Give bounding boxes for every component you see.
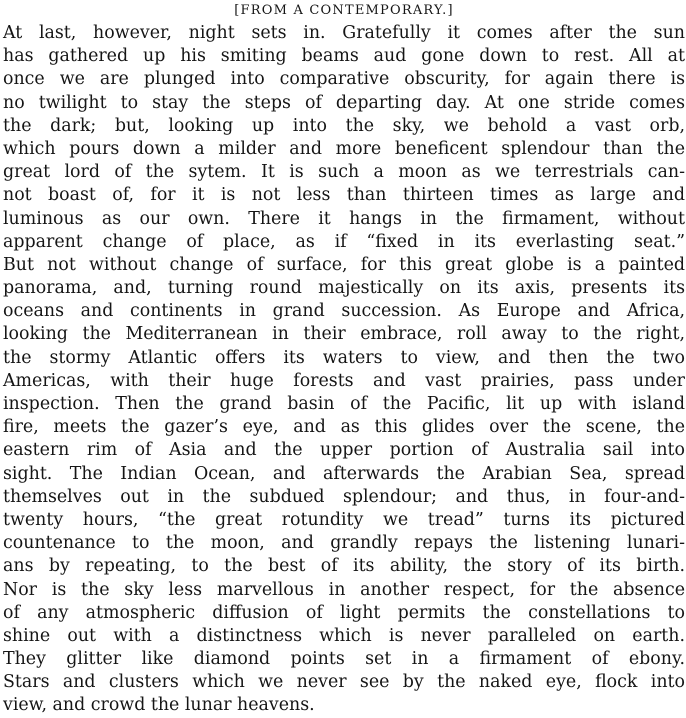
text-line: of any atmospheric diffusion of light permits the constellations to — [3, 602, 685, 623]
text-line: fire, meets the gazer’s eye, and as this glides over the scene, the — [3, 417, 685, 438]
text-line: view, and crowd the lunar heavens. — [3, 695, 315, 716]
text-line: They glitter like diamond points set in a firmament of ebony. — [3, 649, 685, 670]
document-page — [3, 0, 685, 716]
text-line: Nor is the sky less marvellous in another respect, for the absence — [3, 579, 685, 600]
text-line: shine out with a distinctness which is never paralleled on earth. — [3, 625, 685, 646]
text-line: sight. The Indian Ocean, and afterwards the Arabian Sea, spread — [3, 463, 685, 484]
text-line: inspection. Then the grand basin of the Pacific, lit up with island — [3, 394, 685, 414]
text-line: great lord of the sytem. It is such a moon as we terrestrials can- — [3, 162, 685, 183]
text-line: panorama, and, turning round majestically on its axis, presents its — [3, 278, 685, 299]
text-line: not boast of, for it is not less than thirteen times as large and — [3, 185, 685, 206]
text-line: But not without change of surface, for this great globe is a painted — [3, 254, 685, 275]
text-line: Americas, with their huge forests and vast prairies, pass under — [3, 370, 685, 391]
text-line: which pours down a milder and more beneficent splendour than the — [3, 138, 685, 159]
text-line: oceans and continents in grand succession. As Europe and Africa, — [3, 301, 685, 322]
text-line: ans by repeating, to the best of its ability, the story of its birth. — [3, 556, 685, 577]
text-line: no twilight to stay the steps of departing day. At one stride comes — [3, 92, 685, 113]
text-line: eastern rim of Asia and the upper portion of Australia sail into — [3, 440, 685, 461]
text-line: Stars and clusters which we never see by the naked eye, flock into — [3, 672, 685, 693]
heading-text: [FROM A CONTEMPORARY.] — [234, 3, 454, 18]
text-line: twenty hours, “the great rotundity we tread” turns its pictured — [3, 509, 685, 530]
text-line: the stormy Atlantic offers its waters to view, and then the two — [3, 347, 685, 368]
text-line: themselves out in the subdued splendour; and thus, in four-and- — [3, 486, 685, 507]
section-heading — [3, 0, 685, 22]
article-body — [3, 22, 685, 718]
text-line: luminous as our own. There it hangs in the firmament, without — [3, 208, 685, 229]
text-line: At last, however, night sets in. Gratefully it comes after the sun — [3, 23, 685, 43]
text-line: the dark; but, looking up into the sky, we behold a vast orb, — [3, 115, 685, 136]
text-line: looking the Mediterranean in their embrace, roll away to the right, — [3, 324, 685, 345]
text-line: countenance to the moon, and grandly repays the listening lunari- — [3, 533, 685, 554]
text-line: once we are plunged into comparative obscurity, for again there is — [3, 69, 685, 90]
text-line: has gathered up his smiting beams aud gone down to rest. All at — [3, 46, 685, 67]
text-line: apparent change of place, as if “fixed in its everlasting seat.” — [3, 231, 685, 252]
